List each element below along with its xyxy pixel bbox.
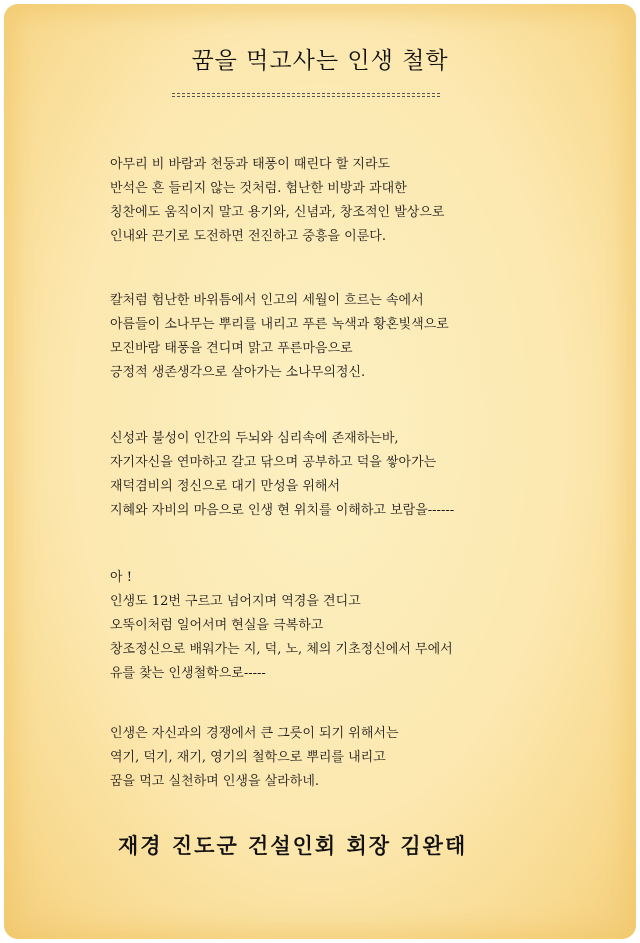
text-line: 반석은 흔 들리지 않는 것처럼. 험난한 비방과 과대한 [110,181,407,196]
paragraph-4 [110,566,620,686]
text-line: 아무리 비 바람과 천둥과 태풍이 때린다 할 지라도 [110,157,391,172]
text-line: 칭찬에도 움직이지 말고 용기와, 신념과, 창조적인 발상으로 [110,205,445,220]
paragraph-3 [110,427,620,523]
text-line: 인내와 끈기로 도전하면 전진하고 중흥을 이룬다. [110,229,386,244]
text-line: 오뚝이처럼 일어서며 현실을 극복하고 [110,618,324,633]
title-underline [172,93,440,97]
text-line: 아 ! [110,570,132,585]
page-title: 꿈을 먹고사는 인생 철학 [191,48,449,74]
text-line: 모진바람 태풍을 견디며 맑고 푸른마음으로 [110,341,353,356]
paragraph-5 [110,722,620,794]
text-line: 지혜와 자비의 마음으로 인생 현 위치를 이해하고 보람을------ [110,503,455,518]
text-line: 창조정신으로 배워가는 지, 덕, 노, 체의 기초정신에서 무에서 [110,642,453,657]
author-signature: 재경 진도군 건설인회 회장 김완태 [118,834,468,858]
text-line: 꿈을 먹고 실천하며 인생을 살라하네. [110,774,320,789]
text-line: 역기, 덕기, 재기, 영기의 철학으로 뿌리를 내리고 [110,750,386,765]
text-line: 긍정적 생존생각으로 살아가는 소나무의정신. [110,365,366,380]
text-line: 인생도 12번 구르고 넘어지며 역경을 견디고 [110,594,361,609]
text-line: 인생은 자신과의 경쟁에서 큰 그릇이 되기 위해서는 [110,726,399,741]
text-line: 칼처럼 험난한 바위틈에서 인고의 세월이 흐르는 속에서 [110,293,424,308]
text-line: 아름들이 소나무는 뿌리를 내리고 푸른 녹색과 황혼빛색으로 [110,317,449,332]
text-line: 재덕겸비의 정신으로 대기 만성을 위해서 [110,479,341,494]
paragraph-1 [110,153,620,249]
document-page [4,4,636,939]
text-line: 신성과 불성이 인간의 두뇌와 심리속에 존재하는바, [110,431,399,446]
text-line: 자기자신을 연마하고 갈고 닦으며 공부하고 덕을 쌓아가는 [110,455,437,470]
paragraph-2 [110,289,620,385]
text-line: 유를 찾는 인생철학으로----- [110,666,266,681]
